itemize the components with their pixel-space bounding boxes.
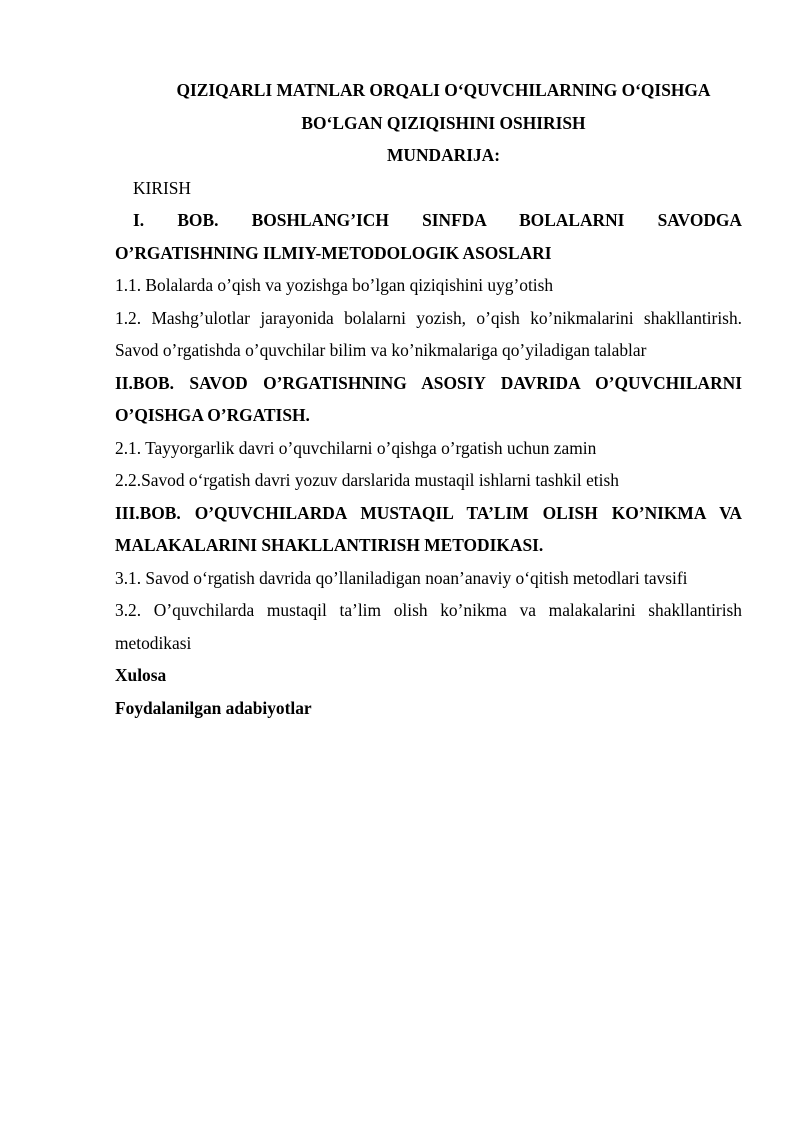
toc-chapter-1-line-2: O’RGATISHNING ILMIY-METODOLOGIK ASOSLARI [115,242,552,263]
toc-chapter-3-line-2: MALAKALARINI SHAKLLANTIRISH METODIKASI. [115,535,544,555]
toc-conclusion: Xulosa [115,665,167,685]
toc-item-1-1: 1.1. Bolalarda o’qish va yozishga bo’lgan qiziqishini uyg’otish [115,275,554,295]
toc-item-3-2-line-2: metodikasi [115,632,192,653]
toc-chapter-2-line-2: O’QISHGA O’RGATISH. [115,405,310,425]
toc-item-1-2-line-2: Savod o’rgatishda o’quvchilar bilim va ko’nikmalariga qo’yiladigan talablar [115,340,647,360]
toc-item-3-1: 3.1. Savod o‘rgatish davrida qo’llaniladigan noan’anaviy o‘qitish metodlari tavsifi [115,567,688,588]
toc-item-3-2-line-1: 3.2. O’quvchilarda mustaqil ta’lim olish ko’nikma va malakalarini shakllantirish [115,600,742,620]
document-title-line-1: QIZIQARLI MATNLAR ORQALI O‘QUVCHILARNING O‘QISHGA [176,80,711,100]
toc-chapter-2-line-1: II.BOB. SAVOD O’RGATISHNING ASOSIY DAVRIDA O’QUVCHILARNI [115,372,742,393]
contents-heading: MUNDARIJA: [386,145,501,165]
toc-intro: KIRISH [133,177,191,198]
toc-item-2-2: 2.2.Savod o‘rgatish davri yozuv darslarida mustaqil ishlarni tashkil etish [115,470,619,490]
toc-item-1-2-line-1: 1.2. Mashg’ulotlar jarayonida bolalarni yozish, o’qish ko’nikmalarini shakllantirish. [115,307,742,328]
toc-chapter-3-line-1: III.BOB. O’QUVCHILARDA MUSTAQIL TA’LIM OLISH KO’NIKMA VA [115,502,742,523]
toc-references: Foydalanilgan adabiyotlar [115,697,312,718]
toc-chapter-1-line-1: I. BOB. BOSHLANG’ICH SINFDA BOLALARNI SAVODGA [133,210,742,230]
toc-item-2-1: 2.1. Tayyorgarlik davri o’quvchilarni o’qishga o’rgatish uchun zamin [115,437,597,458]
document-title-line-2: BO‘LGAN QIZIQISHINI OSHIRISH [301,112,586,133]
title-block [145,74,742,172]
